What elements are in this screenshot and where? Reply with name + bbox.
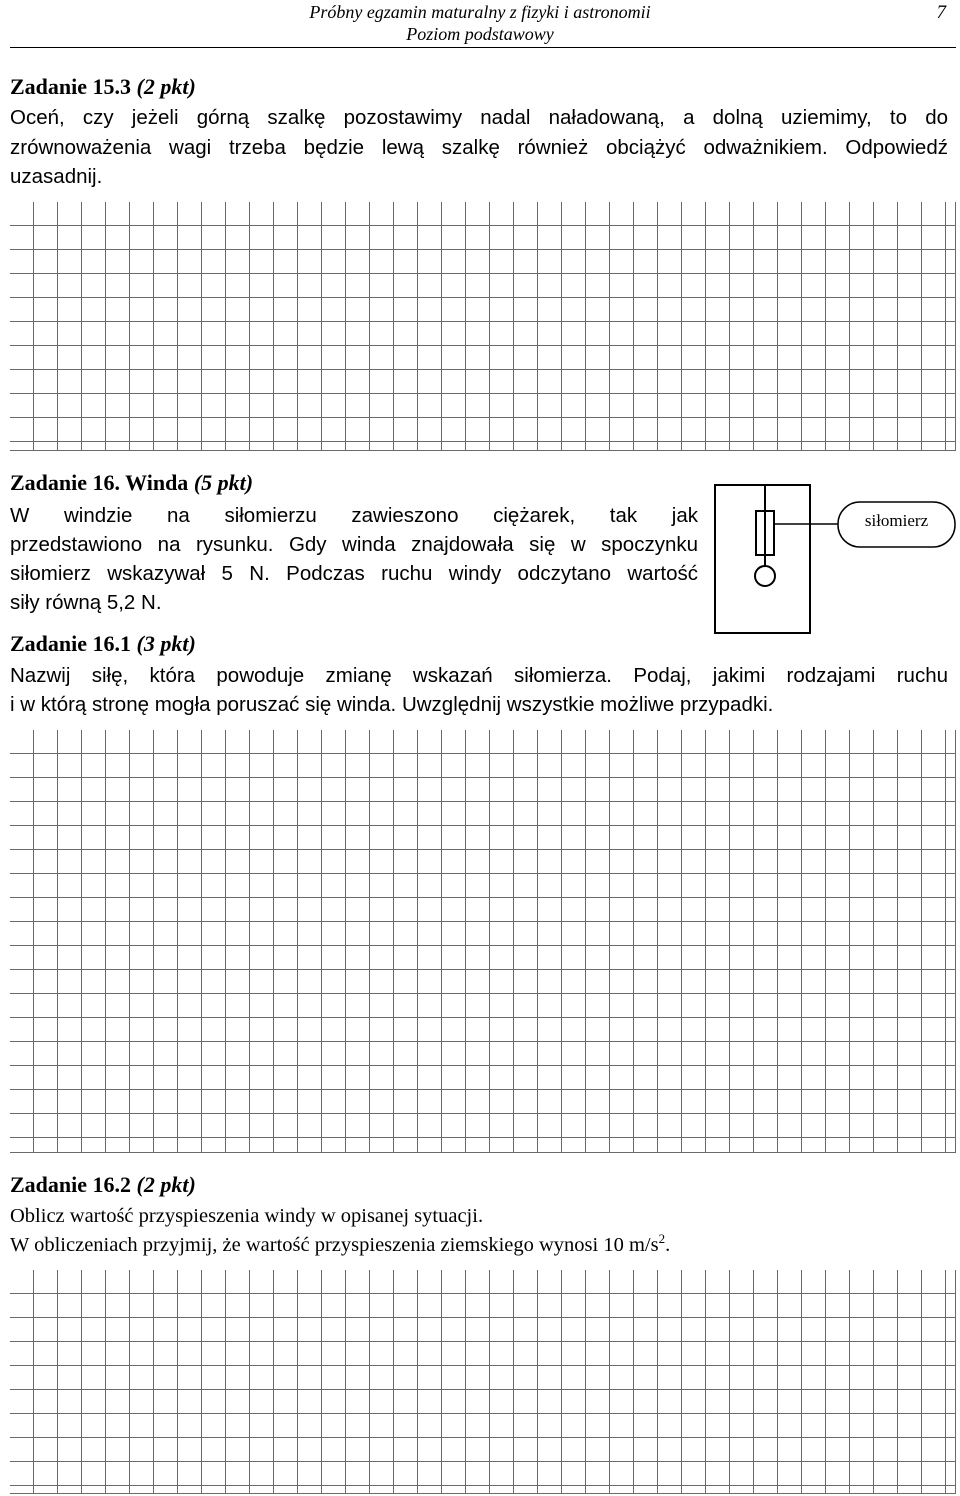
exponent: 2 bbox=[658, 1231, 666, 1247]
task-15-3-heading bbox=[10, 75, 196, 99]
answer-grid-16-1[interactable] bbox=[10, 730, 956, 1153]
task-16-1-line-2: i w którą stronę mogła poruszać się winda. Uwzględnij wszystkie możliwe przypadki. bbox=[10, 693, 774, 716]
answer-grid-15-3[interactable] bbox=[10, 202, 956, 451]
task-15-3-line-1: Oceń, czy jeżeli górną szalkę pozostawimy nadal naładowaną, a dolną uziemimy, to do bbox=[10, 106, 948, 129]
task-points: (2 pkt) bbox=[136, 1172, 196, 1197]
task-points: (2 pkt) bbox=[136, 74, 196, 99]
task-15-3-line-2: zrównoważenia wagi trzeba będzie lewą szalkę również obciążyć odważnikiem. Odpowiedź bbox=[10, 136, 948, 159]
task-number: Zadanie 15.3 bbox=[10, 74, 132, 99]
sentence-end: . bbox=[665, 1234, 671, 1256]
task-16-line-2: przedstawiono na rysunku. Gdy winda znajdowała się w spoczynku bbox=[10, 533, 698, 556]
weight-icon bbox=[755, 566, 775, 586]
task-16-2-line-2-text: W obliczeniach przyjmij, że wartość przyspieszenia ziemskiego wynosi 10 m/s bbox=[10, 1234, 659, 1256]
exam-level: Poziom podstawowy bbox=[406, 24, 554, 44]
elevator-figure bbox=[712, 484, 958, 636]
task-16-1-heading bbox=[10, 632, 196, 656]
answer-grid-16-2[interactable] bbox=[10, 1270, 956, 1494]
exam-title: Próbny egzamin maturalny z fizyki i astronomii bbox=[309, 2, 651, 22]
task-points: (3 pkt) bbox=[136, 631, 196, 656]
task-16-2-heading bbox=[10, 1173, 196, 1197]
task-number: Zadanie 16.1 bbox=[10, 631, 132, 656]
elevator-car bbox=[715, 485, 810, 633]
task-16-2-line-2 bbox=[10, 1231, 670, 1261]
task-number: Zadanie 16. Winda bbox=[10, 470, 189, 495]
task-15-3-line-3: uzasadnij. bbox=[10, 165, 103, 188]
spring-scale-label: siłomierz bbox=[864, 511, 929, 530]
task-16-2-line-1: Oblicz wartość przyspieszenia windy w opisanej sytuacji. bbox=[10, 1205, 484, 1227]
header-divider bbox=[10, 47, 956, 48]
task-16-line-1: W windzie na siłomierzu zawieszono ciężarek, tak jak bbox=[10, 504, 698, 527]
task-16-line-4: siły równą 5,2 N. bbox=[10, 591, 162, 614]
task-16-line-3: siłomierz wskazywał 5 N. Podczas ruchu windy odczytano wartość bbox=[10, 562, 698, 585]
task-16-heading bbox=[10, 471, 253, 495]
page-number: 7 bbox=[936, 2, 946, 23]
task-16-1-line-1: Nazwij siłę, która powoduje zmianę wskazań siłomierza. Podaj, jakimi rodzajami ruchu bbox=[10, 664, 948, 687]
task-points: (5 pkt) bbox=[193, 470, 254, 495]
task-number: Zadanie 16.2 bbox=[10, 1172, 132, 1197]
